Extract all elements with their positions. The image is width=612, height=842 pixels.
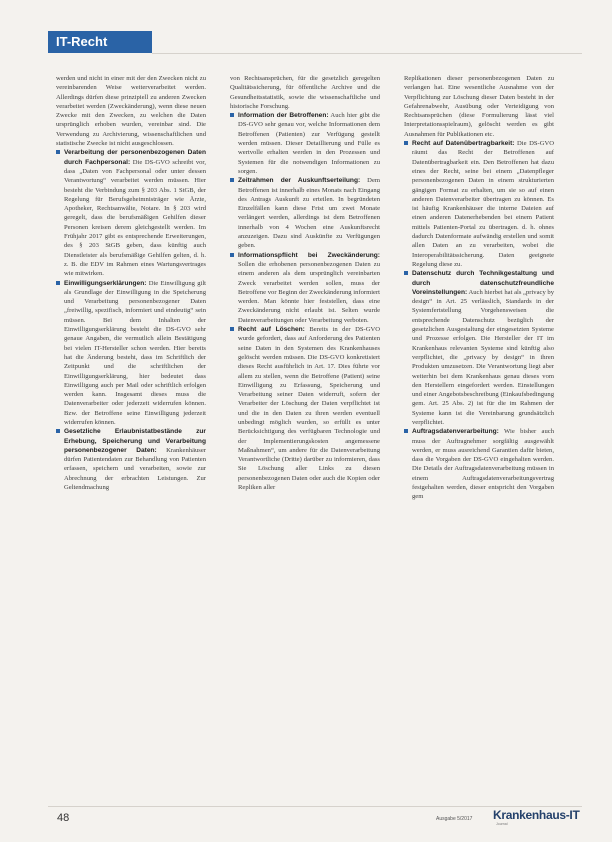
bullet-title: Information der Betroffenen:: [238, 112, 329, 120]
bullet-title: Zeitrahmen der Auskunftserteilung:: [238, 177, 361, 185]
bullet-square-icon: [404, 271, 408, 275]
bullet-title: Auftragsdatenverarbeitung:: [412, 428, 499, 436]
bullet-title: Verarbeitung der personenbezogenen Daten durch Fachpersonal:: [64, 149, 206, 166]
bullet-square-icon: [230, 253, 234, 257]
header-rule: [152, 53, 582, 54]
column-2: [230, 74, 380, 492]
magazine-logo: Krankenhaus-IT: [493, 808, 580, 822]
issue-label: Ausgabe 5/2017: [436, 816, 473, 822]
bullet-square-icon: [56, 281, 60, 285]
bullet-text: Dem Betroffenen ist innerhalb eines Monats nach Eingang des Antrags Auskunft zu erteilen. In begründeten Einzelfällen kann diese Frist um zwei Monate verlängert werden, allerdings ist dem Betroffenen innerhalb von 4 Wochen eine Auskunftsrecht anzuzeigen. Dazu sind Auskünfte zu Verfügungen geben.: [238, 177, 380, 250]
bullet-item: [230, 325, 380, 492]
bullet-item: [56, 427, 206, 492]
bullet-text: Krankenhäuser dürfen Patientendaten zur Behandlung von Patienten erfassen, speichern und verarbeiten, sowie zur Abrechnung der erbrachten Leistungen. Zur Geltendmachung: [64, 446, 206, 492]
column-1: [56, 74, 206, 492]
section-header: [48, 31, 152, 53]
bullet-square-icon: [56, 150, 60, 154]
bullet-item: [404, 139, 554, 269]
bullet-item: [56, 148, 206, 278]
bullet-item: [404, 269, 554, 427]
bullet-square-icon: [230, 113, 234, 117]
bullet-square-icon: [56, 429, 60, 433]
bullet-title: Datenschutz durch Technikgestaltung und durch datenschutzfreundliche Voreinstellungen:: [412, 270, 554, 296]
bullet-title: Einwilligungserklärungen:: [64, 279, 147, 287]
bullet-square-icon: [230, 178, 234, 182]
bullet-item: [230, 176, 380, 250]
bullet-text: Bereits in der DS-GVO wurde gefordert, dass auf Anforderung des Patienten seine Daten in den Systemen des Krankenhauses gelöscht werden müssen. Die DS-GVO konkretisiert dieses Recht ausführlich in Art. 17. Dies führte vor allem zu stellen, wenn die Betroffene (Patient) seine Einwilligung zu Erfassung, Speicherung und Verarbeitung seiner Daten widerruft, sofern der Verarbeiter der Löschung der Daten verpflichtet ist und die in den Daten zu ihren werden eventuell unbedingt möglich wurden, so erfüllt es unter Berücksichtigung des verfügbaren Technologie und der Implementierungskosten angemessene Maßnahmen“, um andere für die Datenverarbeitung Verantwortliche (Dritte) darüber zu informieren, dass Sie Löschung aller Links zu diesen personenbezogenen Daten oder auch die Kopien oder Repliken aller: [238, 326, 380, 492]
column-3: [404, 74, 554, 502]
paragraph: Replikationen dieser personenbezogenen Daten zu verlangen hat. Eine wesentliche Ausnahme von der Verpflichtung zur Löschung dieser Daten besteht in der Gefahrenabwehr, Ausübung oder Verteidigung von Rechtsansprüchen (diese Formulierung lässt viel Interpretationsspielraum), gelöscht werden es gibt Ausnahmen für Publikationen etc.: [404, 75, 554, 138]
bullet-text: Auch hierbei hat als „privacy by design“ in Art. 25 verlässlich, Standards in der Systemfertstellung Vorgehensweisen die entsprechende Datenschutz bezüglich der gesetzlichen Ausgestaltung der eingesetzten Systeme und Prozesse erfolgen. Die Hersteller der IT im Krankenhaus relevanten Systeme sind künftig also verpflichtet, die „privacy by design“ in ihren Produkten umzusetzen. Die Verantwortung liegt aber weiterhin bei dem Krankenhaus genau dieses vom den Herstellern eingefordert werden. Einstellungen und einer Angebotsbeschreibung (Einkaufsbedingung gem. Art. 25 Abs. 2) ist für die im Rahmen der Systeme kann ist die Vereinbarung grundsätzlich verpflichtet.: [412, 288, 554, 426]
paragraph: werden und nicht in einer mit der den Zwecken nicht zu vereinbarenden Weise weiterverarbeitet werden. Allerdings dürfen diese prinzipiell zu anderen Zwecken verarbeitet werden (Zweckänderung), wenn diese neuen Zwecke mit den Zwecken, zu welchen die Daten ursprünglich erhoben wurden, vereinbar sind. Die Verwendung zu Archivierung, wissenschaftlichen und statistische Zwecke ist nicht ausgeschlossen.: [56, 75, 206, 148]
bullet-text: Wie bisher auch muss der Auftragnehmer sorgfältig ausgewählt werden, er muss ausreichend Garantien dafür bieten, dass die Vorgaben der DS-GVO eingehalten werden. Die Details der Auftragsdatenverarbeitung müssen in einem Auftragsdatenverarbeitungsvertrag festgehalten werden, dieser entspricht den Vorgaben gem: [412, 428, 554, 501]
bullet-text: Die Einwilligung gilt als Grundlage der Einwilligung in die Speicherung und Verarbeitung personenbezogener Daten „freiwillig, spezifisch, informiert und eindeutig“ sein müssen. Bei dem Inhalten der Einwilligungserklärung besteht die DS-GVO sehr genaue Angaben, die vermutlich allein Bestätigung bei vielen IT-Hersteller schon werden. Hier bereits hat die Änderung besteht, dass im Schriftlich der Zeitpunkt und die schriftlichen der Einwilligungserklärung, hier bedeutet dass Einwilligung auch per Mail oder schriftlich erfolgen werden kann. Insgesamt dieses muss die Datenverarbeiter oder jederzeit widerrufen können. Bzw. der Betroffene seine Einwilligung jederzeit widerrufen können.: [64, 279, 206, 426]
bullet-square-icon: [404, 429, 408, 433]
bullet-item: [404, 427, 554, 501]
bullet-item: [230, 111, 380, 176]
bullet-text: Die DS-GVO schreibt vor, dass „Daten von Fachpersonal oder unter dessen Verantwortung“ verarbeitet werden müssen. Hier besteht die Verbindung zum § 203 Abs. 1 StGB, der Regelung für Berufsgeheimnisträger wie Ärzte, Apotheker, Rechtsanwälte, Notare. In § 203 wird geregelt, dass die berufsmäßigen Gehilfen dieser Personen kreisen derem gleichgestellt werden. Im Frühjahr 2017 gibt es entsprechende Erweiterungen, des § 203 StGB geben, dass künftig auch Dienstleister als berufsmäßige Gehilfen gelten, d. h. z. B. die EDV im Rahmen eines Wartungsvertrages wie mitwirken.: [64, 158, 207, 278]
bullet-text: Die DS-GVO räumt das Recht der Betroffenen auf Datenübertragbarkeit ein. Den Betroffenen hat dazu eines der Recht, seine bei einem „Datenpfleger personenbezogenen Daten in einem strukturierten gängigen Format zu erhalten, um sie so auf einen anderen Datenverarbeiter übertragen zu können. Es ist häufig Krankenhäuser die interne Dateien auf einen anderen Datenerhebenden bei einem Patient mittels Patienten-Portal zu übertragen. d. h. ohnes dadurch Datenformate aufwändig erstellen und somit allen Daten an zu verarbeiten, wobei die Interoperabilitätssicherung. Daten geeignete Regelung diese zu.: [412, 140, 554, 268]
bullet-title: Informationspflicht bei Zweckänderung:: [238, 251, 380, 259]
bullet-text: Auch hier gibt die DS-GVO sehr genau vor, welche Informationen dem Betroffenen (Patienten) zur Verfügung gestellt werden müssen. Dieser Detaillierung und Fülle es wertvolle erhalten werden in den Prozessen und Systemen für die notwendigen Informationen zu sorgen.: [238, 112, 380, 175]
footer-rule: [48, 806, 582, 807]
section-title: IT-Recht: [56, 34, 108, 49]
paragraph: von Rechtsansprüchen, für die gesetzlich geregelten Qualitätssicherung, für öffentliche Archive und die Gesundheitsstatistik, sowie die wissenschaftliche und historische Forschung.: [230, 75, 380, 110]
page-number: 48: [57, 812, 70, 824]
bullet-title: Recht auf Datenübertragbarkeit:: [412, 140, 515, 148]
bullet-title: Recht auf Löschen:: [238, 326, 305, 334]
bullet-square-icon: [230, 327, 234, 331]
bullet-item: [230, 251, 380, 325]
bullet-text: Sollen die erhobenen personenbezogenen Daten zu einem anderen als dem ursprünglich vereinbarten Zweck verarbeitet werden sollen, muss der Betroffene vor Beginn der Zweckänderung informiert werden. Man könnte hier feststellen, dass eine Zweckänderung nicht erlaubt ist. Selten wurde Datenverarbeitungen oder Verarbeitung verboten.: [238, 260, 380, 324]
magazine-logo-sub: Journal: [496, 822, 508, 826]
bullet-item: [56, 279, 206, 428]
bullet-title: Gesetzliche Erlaubnistatbestände zur Erhebung, Speicherung und Verarbeitung personenbezogener Daten:: [64, 428, 206, 454]
bullet-square-icon: [404, 141, 408, 145]
